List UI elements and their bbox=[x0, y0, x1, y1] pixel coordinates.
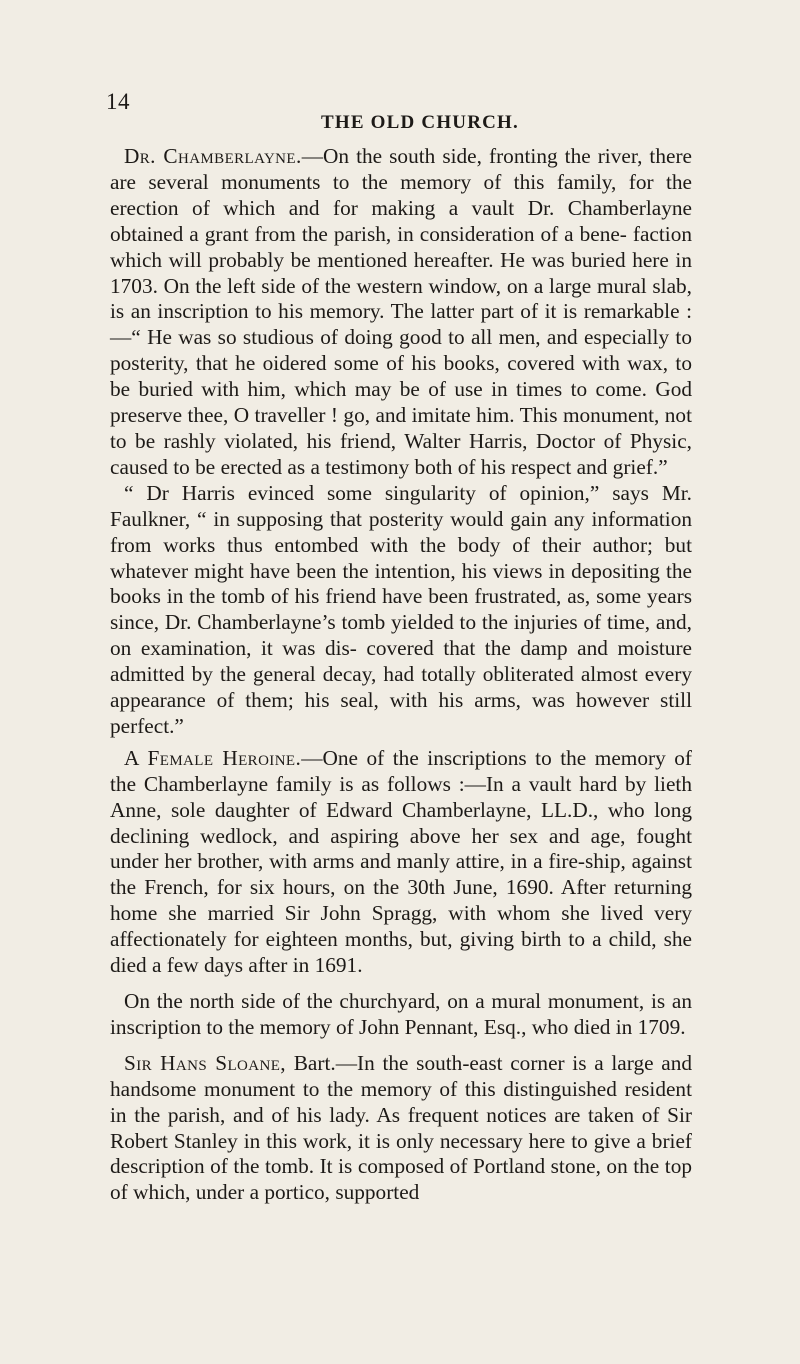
paragraph-faulkner-quote bbox=[110, 481, 692, 740]
paragraph-female-heroine bbox=[110, 746, 692, 979]
paragraph-text: “ Dr Harris evinced some singularity of opinion,” says Mr. Faulkner, “ in supposing that posterity would gain any information from works thus entombed with the body of their author; but whatever might have been the intention, his views in depositing the books in the tomb of his friend have been frustrated, as, some years since, Dr. Chamberlayne’s tomb yielded to the injuries of time, and, on examination, it was dis- covered that the damp and moisture admitted by the general decay, had totally obliterated almost every appearance of them; his seal, with his arms, was however still perfect.” bbox=[110, 480, 692, 738]
paragraph-hans-sloane bbox=[110, 1051, 692, 1206]
paragraph-dr-chamberlayne bbox=[110, 144, 692, 481]
paragraph-heading: Sir Hans Sloane, bbox=[124, 1050, 287, 1075]
running-title: THE OLD CHURCH. bbox=[321, 112, 519, 133]
paragraph-heading: Dr. Chamberlayne. bbox=[124, 144, 302, 168]
paragraph-text: —On the south side, fronting the river, there are several monuments to the memory of this family, for the erection of which and for making a vault Dr. Chamberlayne obtained a grant from the parish, in consideration of a bene- faction which will probably be mentioned hereafter. He was buried here in 1703. On the left side of the western window, on a large mural slab, is an inscription to his memory. The latter part of it is remarkable :—“ He was so studious of doing good to all men, and especially to posterity, that he oidered some of his books, covered with wax, to be buried with him, which may be of use in times to come. God preserve thee, O traveller ! go, and imitate him. This monument, not to be rashly violated, his friend, Walter Harris, Doctor of Physic, caused to be erected as a testimony both of his respect and grief.” bbox=[110, 144, 692, 479]
paragraph-john-pennant bbox=[110, 989, 692, 1041]
paragraph-text: —One of the inscriptions to the memory of the Chamberlayne family is as follows :—In a vault hard by lieth Anne, sole daughter of Edward Chamberlayne, LL.D., who long declining wedlock, and aspiring above her sex and age, fought under her brother, with arms and manly attire, in a fire-ship, against the French, for six hours, on the 30th June, 1690. After returning home she married Sir John Spragg, with whom she lived very affectionately for eighteen months, but, giving birth to a child, she died a few days after in 1691. bbox=[110, 745, 692, 978]
body-text bbox=[110, 144, 692, 1206]
paragraph-text: On the north side of the churchyard, on a mural monument, is an inscription to the memory of John Pennant, Esq., who died in 1709. bbox=[110, 989, 692, 1039]
page-number: 14 bbox=[106, 89, 130, 114]
paragraph-heading: A Female Heroine. bbox=[124, 745, 302, 770]
paragraph-text: Bart.—In the south-east corner is a large and handsome monument to the memory of this distinguished resident in the parish, and of his lady. As frequent notices are taken of Sir Robert Stanley in this work, it is only necessary here to give a brief description of the tomb. It is composed of Portland stone, on the top of which, under a portico, supported bbox=[110, 1050, 692, 1205]
